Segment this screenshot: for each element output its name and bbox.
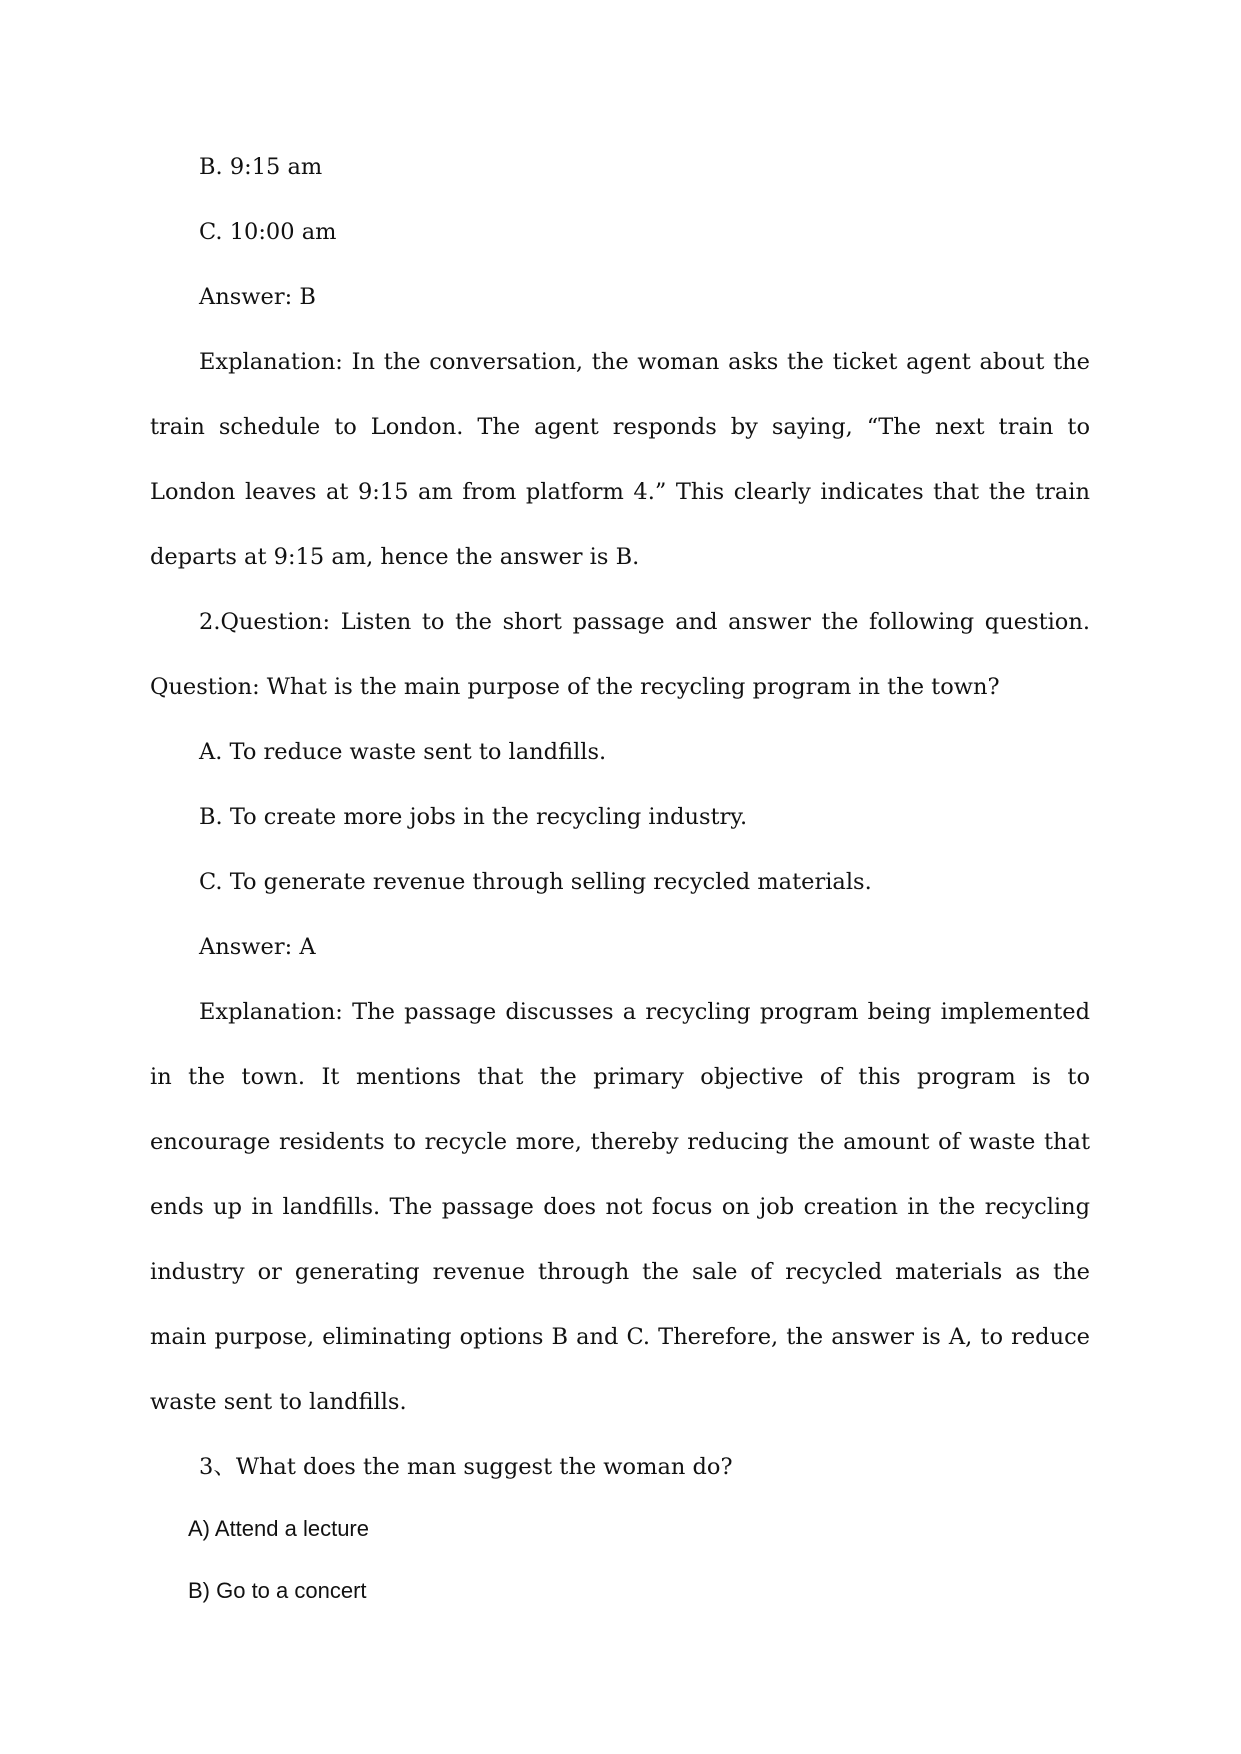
q1-option-b: B. 9:15 am (199, 154, 323, 180)
q3-option-a: A) Attend a lecture (188, 1516, 369, 1541)
q2-explanation-line: industry or generating revenue through the sale of recycled materials as the (150, 1259, 1090, 1285)
q2-explanation-line: waste sent to landfills. (150, 1389, 407, 1415)
q2-explanation-line: main purpose, eliminating options B and C. Therefore, the answer is A, to reduce (150, 1324, 1090, 1350)
q1-explanation-line: train schedule to London. The agent responds by saying, “The next train to (150, 414, 1090, 440)
q2-answer: Answer: A (199, 934, 316, 960)
q2-explanation-line: Explanation: The passage discusses a recycling program being implemented (199, 999, 1090, 1025)
q2-option-c: C. To generate revenue through selling recycled materials. (199, 869, 872, 895)
q2-option-b: B. To create more jobs in the recycling industry. (199, 804, 748, 830)
q3-option-b: B) Go to a concert (188, 1578, 367, 1603)
q1-explanation-line: Explanation: In the conversation, the woman asks the ticket agent about the (199, 349, 1090, 375)
q2-explanation-line: encourage residents to recycle more, thereby reducing the amount of waste that (150, 1129, 1090, 1155)
q1-answer: Answer: B (199, 284, 316, 310)
q2-explanation-line: ends up in landfills. The passage does not focus on job creation in the recycling (150, 1194, 1090, 1220)
q2-question: Question: What is the main purpose of the recycling program in the town? (150, 674, 1000, 700)
q2-explanation-line: in the town. It mentions that the primary objective of this program is to (150, 1064, 1090, 1090)
q1-explanation-line: London leaves at 9:15 am from platform 4.” This clearly indicates that the train (150, 479, 1090, 505)
q3-question: 3、What does the man suggest the woman do? (199, 1454, 733, 1480)
q1-explanation-line: departs at 9:15 am, hence the answer is B. (150, 544, 640, 570)
q1-option-c: C. 10:00 am (199, 219, 337, 245)
q2-option-a: A. To reduce waste sent to landfills. (199, 739, 607, 765)
q2-heading: 2.Question: Listen to the short passage and answer the following question. (199, 609, 1090, 635)
